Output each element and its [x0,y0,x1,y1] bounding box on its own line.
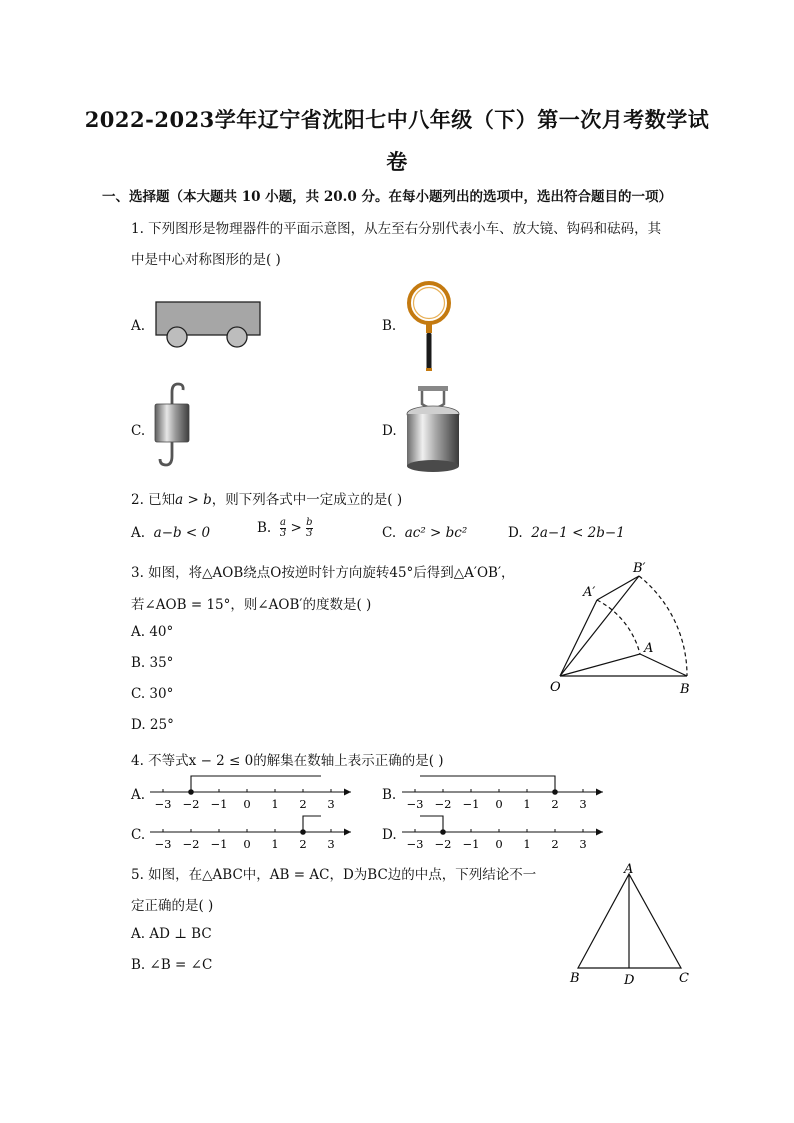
tick-label: −2 [182,797,200,811]
tick-label: −2 [434,837,452,851]
fig3-label-b-prime: B′ [633,561,646,576]
q2-option-a [131,525,210,541]
tick-label: 2 [299,837,307,851]
tick-label: 0 [243,797,251,811]
page-title: 2022-2023学年辽宁省沈阳七中八年级（下）第一次月考数学试 [84,107,710,132]
solution-bracket [303,816,321,832]
tick-label: 3 [579,797,587,811]
section-header: 一、选择题（本大题共 10 小题，共 20.0 分。在每小题列出的选项中，选出符合题目的一项） [102,189,672,205]
q5-option-a: A. AD ⊥ BC [131,926,212,942]
tick-label: 3 [327,797,335,811]
q5-option-b: B. ∠B = ∠C [131,957,213,973]
q3-option-a: A. 40° [131,624,174,640]
q4-option-d-label: D. [382,827,397,843]
tick-label: 2 [551,797,559,811]
q2-stem [131,488,402,508]
tick-label: 2 [299,797,307,811]
q2-option-b [257,518,313,539]
tick-label: −1 [210,797,228,811]
tick-label: 0 [495,837,503,851]
q2-frac-b-den: 3 [306,528,313,539]
tick-label: −1 [210,837,228,851]
tick-label: −3 [406,837,424,851]
q2-option-c-label: C. [382,525,397,541]
tick-label: −1 [462,837,480,851]
axis-arrow [596,829,603,836]
axis-arrow [344,829,351,836]
q2-option-b-label: B. [257,520,272,536]
tick-label: 0 [243,837,251,851]
q4-stem: 4. 不等式x − 2 ≤ 0的解集在数轴上表示正确的是( ) [131,753,444,769]
tick-label: 3 [327,837,335,851]
tick-label: −2 [434,797,452,811]
q2-stem-prefix: 2. 已知 [131,492,176,508]
fig5-label-b: B [570,971,580,986]
q2-option-b-op: > [290,520,302,536]
tick-label: 0 [495,797,503,811]
tick-label: −2 [182,837,200,851]
q3-option-c: C. 30° [131,686,174,702]
q5-stem-line1: 5. 如图，在△ABC中，AB = AC，D为BC边的中点，下列结论不一 [131,867,537,883]
q2-option-d-expr: 2a−1 < 2b−1 [531,525,625,541]
q2-stem-suffix: ，则下列各式中一定成立的是( ) [211,492,403,508]
rotation-figure [540,560,700,700]
q4-numberline-a [150,772,360,814]
triangle-figure [560,862,700,992]
q2-frac-a-den: 3 [279,528,287,539]
q2-option-c [382,525,467,541]
axis-arrow [344,789,351,796]
tick-label: 1 [523,797,531,811]
fig3-label-a: A [644,641,654,656]
weight-figure [402,382,464,474]
q4-option-a-label: A. [131,787,146,803]
fig5-label-a: A [624,862,634,877]
tick-label: 1 [271,837,279,851]
fig3-label-o: O [550,680,561,695]
q4-numberline-d [402,812,612,854]
fig3-label-a-prime: A′ [583,585,596,600]
q1-option-d-label: D. [382,423,397,439]
fig3-label-b: B [680,682,690,697]
q2-option-d-label: D. [508,525,523,541]
solution-endpoint [300,829,306,835]
q4-numberline-b [402,772,612,814]
tick-label: −3 [154,797,172,811]
q3-option-b: B. 35° [131,655,174,671]
q1-option-b-label: B. [382,318,397,334]
q2-option-a-expr: a−b < 0 [153,525,211,541]
tick-label: −1 [462,797,480,811]
q5-stem-line2: 定正确的是( ) [131,898,214,914]
q1-stem-line1: 1. 下列图形是物理器件的平面示意图，从左至右分别代表小车、放大镜、钩码和砝码，其 [131,221,662,237]
q1-option-c-label: C. [131,423,146,439]
tick-label: −3 [406,797,424,811]
cart-figure [150,298,265,350]
q4-numberline-c [150,812,360,854]
hook-weight-figure [148,380,198,475]
q2-option-c-expr: ac² > bc² [404,525,468,541]
page-title-line2: 卷 [386,149,408,174]
q2-option-a-label: A. [131,525,146,541]
q2-frac-b-num: b [306,517,313,528]
axis-arrow [596,789,603,796]
solution-endpoint [188,789,194,795]
tick-label: −3 [154,837,172,851]
q4-option-c-label: C. [131,827,146,843]
solution-bracket [191,776,321,792]
magnifier-figure [402,280,457,375]
q4-option-b-label: B. [382,787,397,803]
tick-label: 1 [523,837,531,851]
q3-option-d: D. 25° [131,717,174,733]
q3-stem-line1: 3. 如图，将△AOB绕点O按逆时针方向旋转45°后得到△A′OB′， [131,565,515,581]
tick-label: 2 [551,837,559,851]
fig5-label-c: C [679,971,689,986]
solution-endpoint [552,789,558,795]
q2-frac-a-num: a [280,517,286,528]
fig5-label-d: D [624,973,635,988]
q2-condition: a > b [175,492,212,508]
q2-fraction-a [280,518,286,539]
solution-endpoint [440,829,446,835]
q3-stem-line2: 若∠AOB = 15°，则∠AOB′的度数是( ) [131,597,372,613]
q1-stem-line2: 中是中心对称图形的是( ) [131,252,281,268]
tick-label: 1 [271,797,279,811]
solution-bracket [420,776,555,792]
q2-option-d [508,525,625,541]
q2-fraction-b [306,518,312,539]
q1-option-a-label: A. [131,318,146,334]
tick-label: 3 [579,837,587,851]
solution-bracket [420,816,443,832]
